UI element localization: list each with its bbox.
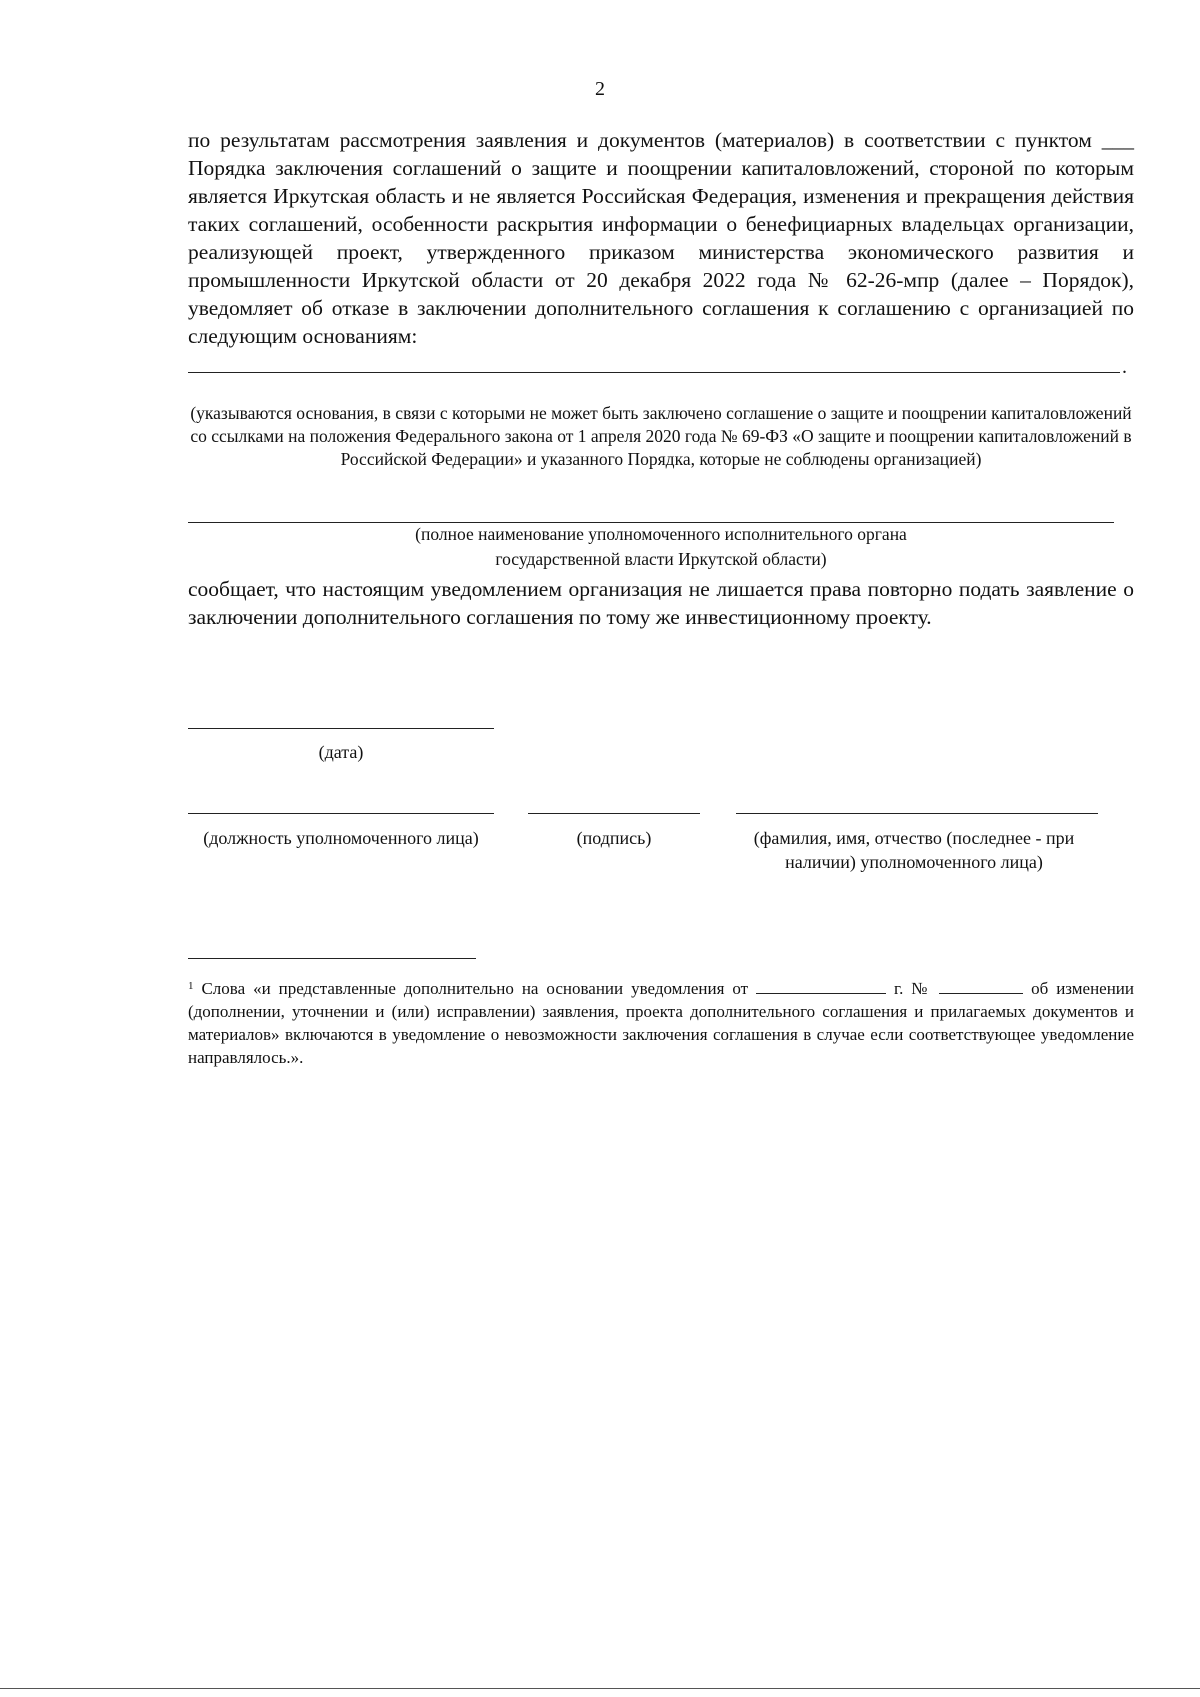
name-caption: (фамилия, имя, отчество (последнее - при наличии) уполномоченного лица) (753, 828, 1075, 872)
footnote-text-end: об изменении (дополнении, уточнении и (или) исправлении) заявления, проекта дополнительного соглашения и прилагаемых документов и материалов» включаются в уведомление о невозможности заключения соглашения в случае если соответствующее уведомление направлялось.». (188, 979, 1135, 1067)
footnote-text-mid: г. № (886, 979, 940, 998)
closing-paragraph: сообщает, что настоящим уведомлением организация не лишается права повторно подать заявление о заключении дополнительного соглашения по тому же инвестиционному проекту. (188, 577, 1134, 629)
scan-bottom-edge (0, 1688, 1200, 1689)
name-blank-line (736, 813, 1098, 814)
grounds-note: (указываются основания, в связи с которыми не может быть заключено соглашение о защите и поощрении капиталовложений со ссылками на положения Федерального закона от 1 апреля 2020 года № 69-ФЗ «О защите и поощрении капиталовложений в Российской Федерации» и указанного Порядка, которые не соблюдены организацией) (190, 403, 1132, 469)
footnote-number-blank (939, 979, 1023, 994)
date-blank-line (188, 728, 494, 729)
grounds-blank-line (188, 372, 1120, 373)
authority-note-line1: (полное наименование уполномоченного исполнительного органа (415, 524, 907, 544)
position-blank-line (188, 813, 494, 814)
footnote-separator (188, 958, 476, 959)
date-caption: (дата) (318, 742, 364, 762)
footnote-text-start: Слова «и представленные дополнительно на основании уведомления от (193, 979, 757, 998)
footnote-marker: 1 (188, 980, 194, 992)
page-number: 2 (595, 78, 605, 100)
position-caption: (должность уполномоченного лица) (203, 828, 479, 848)
footnote-date-blank (756, 979, 886, 994)
grounds-line-end: . (1122, 356, 1127, 378)
signature-blank-line (528, 813, 700, 814)
main-paragraph: по результатам рассмотрения заявления и документов (материалов) в соответствии с пунктом ___ Порядка заключения соглашений о защите и поощрении капиталовложений, стороной по которым является Иркутская область и не является Российская Федерация, изменения и прекращения действия таких соглашений, особенности раскрытия информации о бенефициарных владельцах организации, реализующей проект, утвержденного приказом министерства экономического развития и промышленности Иркутской области от 20 декабря 2022 года № 62-26-мпр (далее – Порядок), уведомляет об отказе в заключении дополнительного соглашения к соглашению с организацией по следующим основаниям: (188, 128, 1134, 348)
footnote (188, 975, 1134, 1069)
signature-caption: (подпись) (576, 828, 652, 848)
authority-note-line2: государственной власти Иркутской области) (495, 549, 827, 569)
